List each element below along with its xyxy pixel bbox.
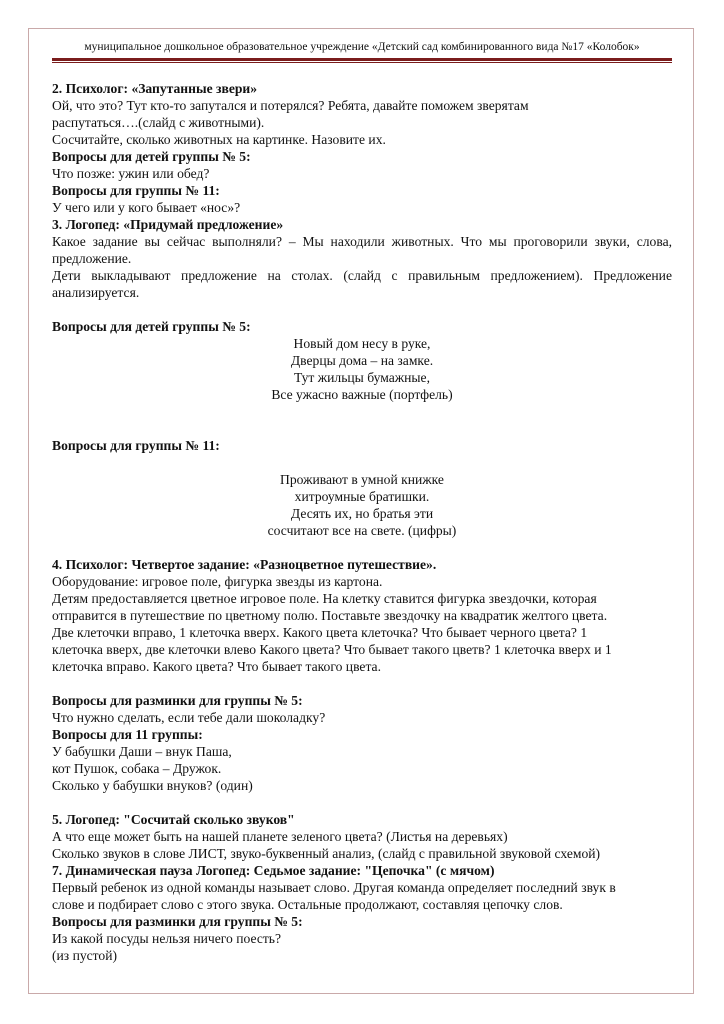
section-7-question-line-2: (из пустой): [52, 948, 118, 963]
section-4-riddle-line-2: кот Пушок, собака – Дружок.: [52, 761, 222, 776]
section-7-title: 7. Динамическая пауза Логопед: Седьмое задание: "Цепочка" (с мячом): [52, 863, 495, 878]
section-2-question-group-5: Что позже: ужин или обед?: [52, 166, 210, 181]
section-2-line-3: Сосчитайте, сколько животных на картинке. Назовите их.: [52, 132, 386, 147]
riddle-1-line: Все ужасно важные (портфель): [271, 387, 453, 402]
section-5-line-1: А что еще может быть на нашей планете зеленого цвета? (Листья на деревьях): [52, 829, 508, 844]
section-4-riddle-line-1: У бабушки Даши – внук Паша,: [52, 744, 232, 759]
section-4-line-5: клеточка вверх, две клеточки влево Какого цвета? Что бывает такого цветв? 1 клеточка вверх и 1: [52, 642, 612, 657]
document-body: [52, 80, 672, 964]
section-3-questions-group-5: Вопросы для детей группы № 5:: [52, 319, 251, 334]
riddle-2-line: сосчитают все на свете. (цифры): [267, 523, 457, 538]
section-4-line-3: отправится в путешествие по цветному полю. Поставьте звездочку на квадратик желтого цвета.: [52, 608, 608, 623]
section-4-line-6: клеточка вправо. Какого цвета? Что бывает такого цвета.: [52, 659, 381, 674]
section-3-questions-group-11: Вопросы для группы № 11:: [52, 438, 220, 453]
section-2-questions-group-11: Вопросы для группы № 11:: [52, 183, 220, 198]
header-rule-thin: [52, 62, 672, 63]
riddle-1-line: Новый дом несу в руке,: [293, 336, 431, 351]
section-2-question-group-11: У чего или у кого бывает «нос»?: [52, 200, 241, 215]
riddle-1-line: Тут жильцы бумажные,: [293, 370, 430, 385]
header-rule: [52, 58, 672, 61]
section-4-line-4: Две клеточки вправо, 1 клеточка вверх. Какого цвета клеточка? Что бывает черного цвета? 1: [52, 625, 588, 640]
riddle-2-line: Проживают в умной книжке: [280, 472, 444, 487]
section-4-question-group-5: Что нужно сделать, если тебе дали шоколадку?: [52, 710, 326, 725]
page-header: муниципальное дошкольное образовательное учреждение «Детский сад комбинированного вида №17 «Колобок»: [84, 41, 640, 53]
riddle-2-line: Десять их, но братья эти: [290, 506, 434, 521]
section-5-title: 5. Логопед: "Сосчитай сколько звуков": [52, 812, 295, 827]
section-4-questions-group-5: Вопросы для разминки для группы № 5:: [52, 693, 303, 708]
section-3-paragraph-2: Дети выкладывают предложение на столах. (слайд с правильным предложением). Предложение анализируется.: [52, 268, 672, 300]
section-4-line-2: Детям предоставляется цветное игровое поле. На клетку ставится фигурка звездочки, которая: [52, 591, 597, 606]
section-2-title: 2. Психолог: «Запутанные звери»: [52, 81, 258, 96]
section-7-line-1: Первый ребенок из одной команды называет слово. Другая команда определяет последний звук в: [52, 880, 616, 895]
section-7-question-line-1: Из какой посуды нельзя ничего поесть?: [52, 931, 282, 946]
section-3-paragraph-1: Какое задание вы сейчас выполняли? – Мы находили животных. Что мы проговорили звуки, слова, предложение.: [52, 234, 672, 266]
section-7-questions-group-5: Вопросы для разминки для группы № 5:: [52, 914, 303, 929]
section-4-riddle-line-3: Сколько у бабушки внуков? (один): [52, 778, 253, 793]
section-4-title: 4. Психолог: Четвертое задание: «Разноцветное путешествие».: [52, 557, 437, 572]
section-7-line-2: слове и подбирает слово с этого звука. Остальные продолжают, составляя цепочку слов.: [52, 897, 563, 912]
riddle-1-line: Дверцы дома – на замке.: [290, 353, 434, 368]
section-4-questions-group-11: Вопросы для 11 группы:: [52, 727, 203, 742]
section-3-title: 3. Логопед: «Придумай предложение»: [52, 217, 284, 232]
section-5-line-2: Сколько звуков в слове ЛИСТ, звуко-буквенный анализ, (слайд с правильной звуковой схемой): [52, 846, 601, 861]
section-4-line-1: Оборудование: игровое поле, фигурка звезды из картона.: [52, 574, 383, 589]
section-2-questions-group-5: Вопросы для детей группы № 5:: [52, 149, 251, 164]
riddle-2-line: хитроумные братишки.: [294, 489, 430, 504]
section-2-line-1: Ой, что это? Тут кто-то запутался и потерялся? Ребята, давайте поможем зверятам: [52, 98, 529, 113]
section-2-line-2: распутаться….(слайд с животными).: [52, 115, 265, 130]
